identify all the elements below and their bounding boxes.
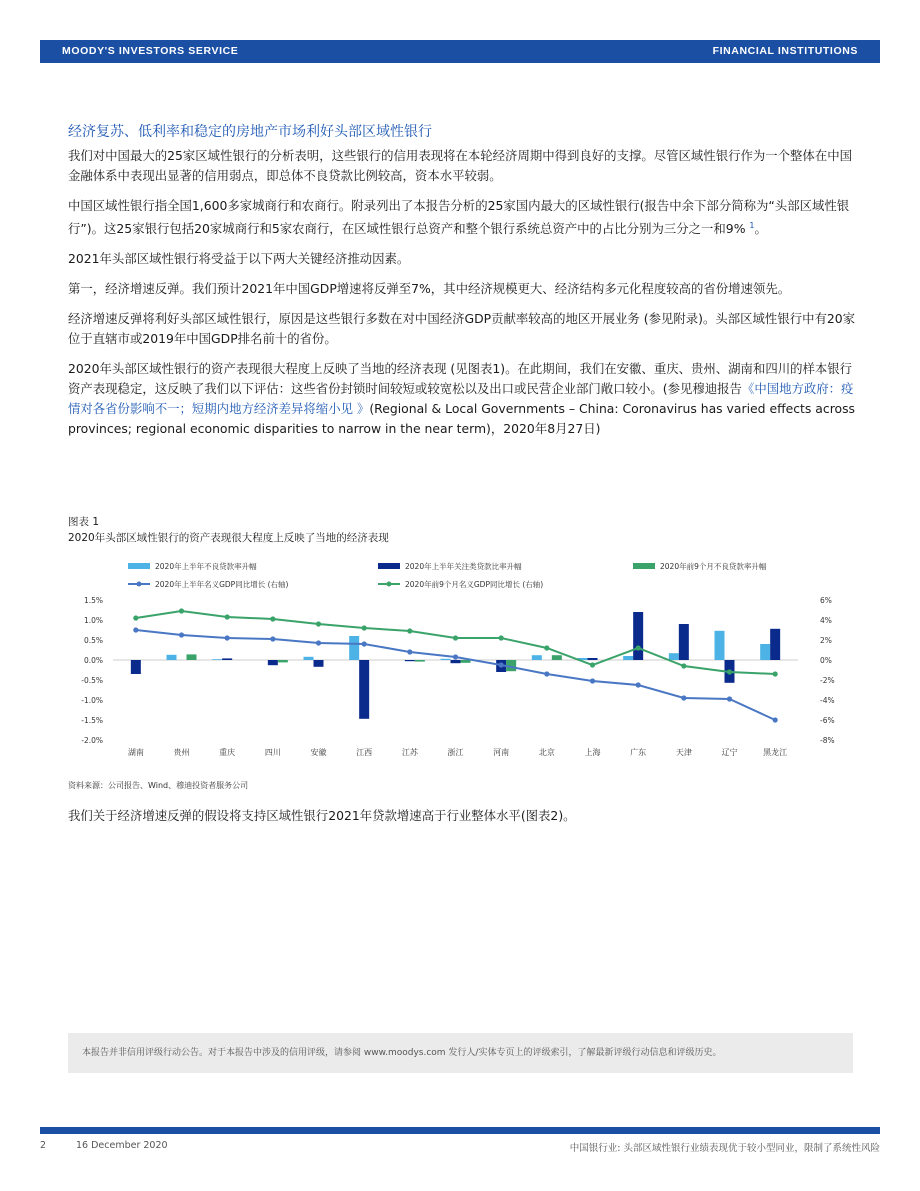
header-bar xyxy=(40,40,880,63)
line-point xyxy=(499,662,504,667)
line-point xyxy=(636,682,641,687)
report-category: FINANCIAL INSTITUTIONS xyxy=(712,45,858,57)
line-point xyxy=(590,678,595,683)
y-left-tick: -1.5% xyxy=(81,716,103,725)
line-point xyxy=(407,628,412,633)
line-point xyxy=(179,632,184,637)
line-point xyxy=(544,645,549,650)
x-category-label: 江西 xyxy=(356,748,373,757)
paragraph-6 xyxy=(68,359,858,439)
legend-swatch xyxy=(378,563,400,569)
report-link[interactable]: 《中国地方政府：疫情对各省份影响不一；短期内地方经济差异将缩小见 》 xyxy=(68,381,854,417)
line-point xyxy=(727,669,732,674)
bar xyxy=(405,660,415,661)
y-right-tick: -8% xyxy=(820,736,835,745)
x-category-label: 辽宁 xyxy=(721,748,738,757)
bar xyxy=(314,660,324,667)
bar xyxy=(222,658,232,660)
bar xyxy=(588,658,598,660)
page-number: 2 xyxy=(40,1140,47,1151)
bar xyxy=(461,660,471,663)
x-category-label: 北京 xyxy=(538,748,555,757)
y-left-tick: 0.5% xyxy=(83,636,103,645)
paragraph-6-text-b: (Regional & Local Governments – China: Coronavirus has varied effects across provinces; regional economic disparities to narrow in the near term)，2020年8月27日) xyxy=(68,401,856,437)
y-right-tick: -2% xyxy=(820,676,835,685)
x-category-label: 黑龙江 xyxy=(763,748,788,757)
bar xyxy=(715,631,725,660)
footnote-link[interactable]: 1 xyxy=(749,221,755,230)
x-category-label: 上海 xyxy=(584,748,601,757)
x-category-label: 广东 xyxy=(630,748,647,757)
legend-label: 2020年上半年名义GDP同比增长 (右轴) xyxy=(155,580,289,589)
legend-label: 2020年上半年不良贷款率升幅 xyxy=(155,562,257,571)
bar xyxy=(760,644,770,660)
paragraph-2 xyxy=(68,196,858,239)
line-point xyxy=(499,635,504,640)
line-point xyxy=(773,717,778,722)
chart xyxy=(68,555,835,770)
bar xyxy=(131,660,141,674)
bar xyxy=(441,659,451,660)
y-left-tick: -1.0% xyxy=(81,696,103,705)
line-point xyxy=(453,654,458,659)
x-category-label: 浙江 xyxy=(447,748,464,757)
bar xyxy=(552,655,562,660)
line-point xyxy=(453,635,458,640)
y-left-tick: 1.0% xyxy=(83,616,103,625)
bar xyxy=(770,629,780,660)
line-point xyxy=(544,671,549,676)
paragraph-4: 第一，经济增速反弹。我们预计2021年中国GDP增速将反弹至7%，其中经济规模更大、经济结构多元化程度较高的省份增速领先。 xyxy=(68,281,791,297)
legend-label: 2020年前9个月不良贷款率升幅 xyxy=(660,562,767,571)
line-point xyxy=(636,645,641,650)
legend-marker xyxy=(387,582,392,587)
y-right-tick: 6% xyxy=(820,596,832,605)
paragraph-2-end: 。 xyxy=(754,221,767,237)
figure-caption xyxy=(68,514,389,546)
bar xyxy=(167,655,177,660)
bar xyxy=(268,660,278,665)
y-right-tick: 4% xyxy=(820,616,832,625)
x-category-label: 安徽 xyxy=(310,748,327,757)
line-point xyxy=(773,671,778,676)
figure-label: 图表 1 xyxy=(68,516,100,528)
line-point xyxy=(270,636,275,641)
section-heading: 经济复苏、低利率和稳定的房地产市场利好头部区域性银行 xyxy=(68,124,432,140)
main-content xyxy=(68,122,858,449)
bar xyxy=(633,612,643,660)
y-right-tick: 2% xyxy=(820,636,832,645)
paragraph-3: 2021年头部区域性银行将受益于以下两大关键经济推动因素。 xyxy=(68,251,410,267)
bar xyxy=(623,656,633,660)
bar xyxy=(304,657,314,660)
line-point xyxy=(133,615,138,620)
line-point xyxy=(727,696,732,701)
line-point xyxy=(316,640,321,645)
legend-swatch xyxy=(633,563,655,569)
legend-swatch xyxy=(128,563,150,569)
y-right-tick: -6% xyxy=(820,716,835,725)
line-point xyxy=(590,662,595,667)
figure-title: 2020年头部区域性银行的资产表现很大程度上反映了当地的经济表现 xyxy=(68,532,389,544)
line-point xyxy=(362,641,367,646)
x-category-label: 四川 xyxy=(264,748,281,757)
paragraph-2-text: 中国区域性银行指全国1,600多家城商行和农商行。附录列出了本报告分析的25家国内最大的区域性银行(报告中余下部分简称为“头部区域性银行”)。这25家银行包括20家城商行和5家农商行，在区域性银行总资产和整个银行系统总资产中的占比分别为三分之一和9% xyxy=(68,198,850,237)
bar xyxy=(187,654,197,660)
line-point xyxy=(179,608,184,613)
line-point xyxy=(681,695,686,700)
paragraph-6-text-a: 2020年头部区域性银行的资产表现很大程度上反映了当地的经济表现 (见图表1)。在此期间，我们在安徽、重庆、贵州、湖南和四川的样本银行资产表现稳定，这反映了我们以下评估：这些省份封锁时间较短或较宽松以及出口或民营企业部门敞口较小。(参见穆迪报告 xyxy=(68,361,853,397)
bar xyxy=(679,624,689,660)
paragraph-5: 经济增速反弹将利好头部区域性银行，原因是这些银行多数在对中国经济GDP贡献率较高的地区开展业务 (参见附录)。头部区域性银行中有20家位于直辖市或2019年中国GDP排名前十的省份。 xyxy=(68,311,856,347)
line-point xyxy=(133,627,138,632)
line-point xyxy=(316,621,321,626)
footer-date: 16 December 2020 xyxy=(76,1140,168,1151)
paragraph-after-chart: 我们关于经济增速反弹的假设将支持区域性银行2021年贷款增速高于行业整体水平(图表2)。 xyxy=(68,808,576,823)
publisher-name: MOODY'S INVESTORS SERVICE xyxy=(62,45,239,57)
y-left-tick: 1.5% xyxy=(83,596,103,605)
y-right-tick: 0% xyxy=(820,656,832,665)
legend-marker xyxy=(137,582,142,587)
bar xyxy=(278,660,288,662)
bar xyxy=(532,655,542,660)
legend-label: 2020年上半年关注类贷款比率升幅 xyxy=(405,562,522,571)
bar xyxy=(451,660,461,663)
paragraph-1: 我们对中国最大的25家区域性银行的分析表明，这些银行的信用表现将在本轮经济周期中得到良好的支撑。尽管区域性银行作为一个整体在中国金融体系中表现出显著的信用弱点，即总体不良贷款比例较高，资本水平较弱。 xyxy=(68,148,852,183)
bar xyxy=(212,659,222,660)
x-category-label: 重庆 xyxy=(219,748,236,757)
x-category-label: 江苏 xyxy=(401,748,418,757)
line-point xyxy=(362,625,367,630)
line-point xyxy=(270,616,275,621)
bar xyxy=(349,636,359,660)
line-point xyxy=(225,614,230,619)
line-point xyxy=(681,663,686,668)
y-left-tick: 0.0% xyxy=(83,656,103,665)
y-right-tick: -4% xyxy=(820,696,835,705)
x-category-label: 贵州 xyxy=(173,748,190,757)
footer-bar xyxy=(40,1127,880,1134)
y-left-tick: -2.0% xyxy=(81,736,103,745)
y-left-tick: -0.5% xyxy=(81,676,103,685)
footer-title: 中国银行业: 头部区域性银行业绩表现优于较小型同业，限制了系统性风险 xyxy=(569,1143,880,1154)
line-point xyxy=(225,635,230,640)
disclaimer-box: 本报告并非信用评级行动公告。对于本报告中涉及的信用评级，请参阅 www.moodys.com 发行人/实体专页上的评级索引，了解最新评级行动信息和评级历史。 xyxy=(68,1033,853,1073)
legend-label: 2020年前9个月名义GDP同比增长 (右轴) xyxy=(405,580,544,589)
bar xyxy=(359,660,369,719)
bar xyxy=(669,653,679,660)
x-category-label: 天津 xyxy=(675,748,692,757)
x-category-label: 湖南 xyxy=(127,748,144,757)
bar xyxy=(415,660,425,662)
source-note: 资料来源：公司报告、Wind、穆迪投资者服务公司 xyxy=(68,781,249,790)
line-point xyxy=(407,649,412,654)
x-category-label: 河南 xyxy=(493,748,510,757)
